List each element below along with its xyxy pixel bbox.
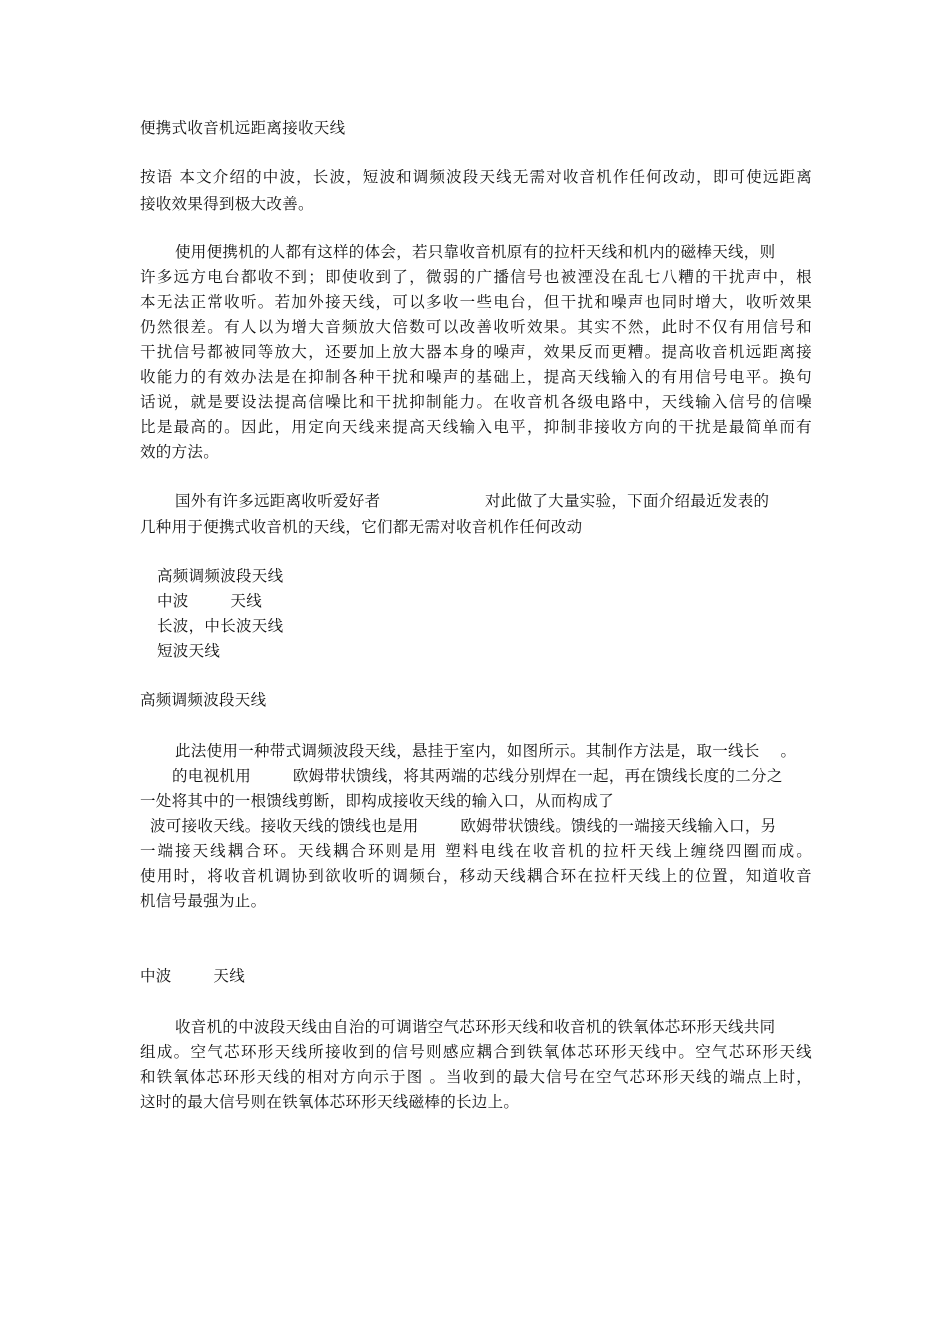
toc-item: 短波天线 xyxy=(157,642,221,660)
document-title: 便携式收音机远距离接收天线 xyxy=(140,119,346,137)
intro-line: 本无法正常收听。若加外接天线，可以多收一些电台，但干扰和噪声也同时增大，收听效果 xyxy=(140,293,812,311)
abstract-line: 接收效果得到极大改善。 xyxy=(140,195,314,213)
foreign-line: 国外有许多远距离收听爱好者 对此做了大量实验，下面介绍最近发表的 xyxy=(175,492,770,510)
section1-line: 波可接收天线。接收天线的馈线也是用 欧姆带状馈线。馈线的一端接天线输入口，另 xyxy=(150,817,777,835)
section2-line: 组成。空气芯环形天线所接收到的信号则感应耦合到铁氧体芯环形天线中。空气芯环形天线 xyxy=(140,1043,812,1061)
section1-line: 一处将其中的一根馈线剪断，即构成接收天线的输入口，从而构成了 xyxy=(140,792,615,810)
section1-line: 机信号最强为止。 xyxy=(140,892,267,910)
intro-line: 效的方法。 xyxy=(140,443,220,461)
intro-line: 话说，就是要设法提高信噪比和干扰抑制能力。在收音机各级电路中，天线输入信号的信噪 xyxy=(140,393,812,411)
section-heading-fm: 高频调频波段天线 xyxy=(140,691,267,709)
intro-line: 比是最高的。因此，用定向天线来提高天线输入电平，抑制非接收方向的干扰是最简单而有 xyxy=(140,418,812,436)
section1-line: 一端接天线耦合环。天线耦合环则是用 塑料电线在收音机的拉杆天线上缠绕四圈而成。 xyxy=(140,842,812,860)
toc-item: 中波 天线 xyxy=(157,592,263,610)
section1-line: 此法使用一种带式调频波段天线，悬挂于室内，如图所示。其制作方法是，取一线长 。 xyxy=(175,742,797,760)
section2-line: 收音机的中波段天线由自治的可调谐空气芯环形天线和收音机的铁氧体芯环形天线共同 xyxy=(175,1018,776,1036)
intro-line: 使用便携机的人都有这样的体会，若只靠收音机原有的拉杆天线和机内的磁棒天线，则 xyxy=(175,243,776,261)
intro-line: 仍然很差。有人以为增大音频放大倍数可以改善收听效果。其实不然，此时不仅有用信号和 xyxy=(140,318,812,336)
section1-line: 的电视机用 欧姆带状馈线，将其两端的芯线分别焊在一起，再在馈线长度的二分之 xyxy=(172,767,783,785)
abstract-line: 按语 本文介绍的中波，长波，短波和调频波段天线无需对收音机作任何改动，即可使远距离 xyxy=(140,168,812,186)
foreign-line: 几种用于便携式收音机的天线，它们都无需对收音机作任何改动 xyxy=(140,518,583,536)
toc-item: 高频调频波段天线 xyxy=(157,567,284,585)
section1-line: 使用时，将收音机调协到欲收听的调频台，移动天线耦合环在拉杆天线上的位置，知道收音 xyxy=(140,867,812,885)
intro-line: 收能力的有效办法是在抑制各种干扰和噪声的基础上，提高天线输入的有用信号电平。换句 xyxy=(140,368,812,386)
section-heading-mw: 中波 天线 xyxy=(140,967,246,985)
intro-line: 许多远方电台都收不到；即使收到了，微弱的广播信号也被湮没在乱七八糟的干扰声中，根 xyxy=(140,268,812,286)
toc-item: 长波，中长波天线 xyxy=(157,617,284,635)
intro-line: 干扰信号都被同等放大，还要加上放大器本身的噪声，效果反而更糟。提高收音机远距离接 xyxy=(140,343,812,361)
section2-line: 和铁氧体芯环形天线的相对方向示于图 。当收到的最大信号在空气芯环形天线的端点上时， xyxy=(140,1068,812,1086)
section2-line: 这时的最大信号则在铁氧体芯环形天线磁棒的长边上。 xyxy=(140,1093,520,1111)
